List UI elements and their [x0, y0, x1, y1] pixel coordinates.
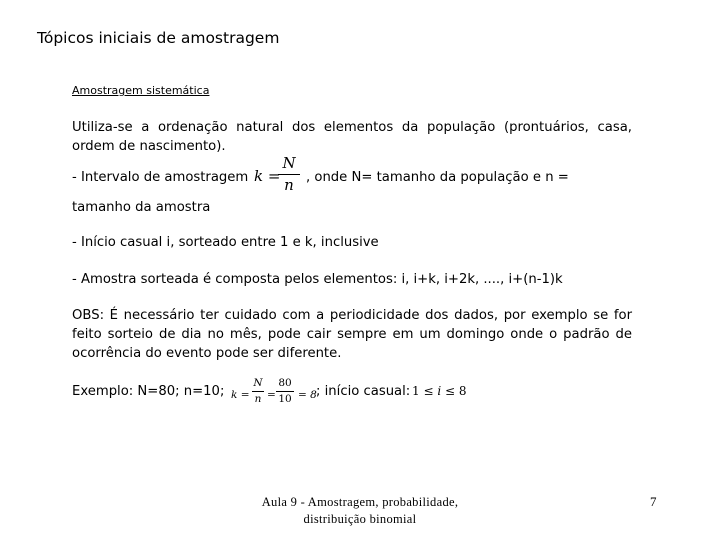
example-frac2-numerator: 80	[278, 377, 292, 389]
intro-paragraph: Utiliza-se a ordenação natural dos elementos da população (prontuários, casa, ordem de nascimento).	[72, 120, 632, 154]
range-low: 1 ≤	[412, 384, 434, 398]
example-frac2-denominator: 10	[278, 392, 292, 405]
interval-label: - Intervalo de amostragem	[72, 170, 249, 185]
fraction-denominator: n	[284, 176, 294, 194]
example-frac1-numerator: N	[253, 377, 263, 389]
sample-composition-text: - Amostra sorteada é composta pelos elementos: i, i+k, i+2k, ...., i+(n-1)k	[72, 272, 563, 287]
example-frac1-denominator: n	[254, 392, 262, 405]
slide-title: Tópicos iniciais de amostragem	[37, 29, 280, 47]
example-start-label: ; início casual:	[316, 384, 411, 399]
example-equals-1: =	[240, 389, 250, 401]
section-title: Amostragem sistemática	[72, 84, 210, 97]
footer-line-2: distribuição binomial	[303, 512, 417, 526]
fraction-bar	[278, 174, 300, 175]
example-frac1-bar	[252, 391, 264, 392]
example-frac2-bar	[276, 391, 294, 392]
interval-formula-fraction	[278, 156, 300, 193]
observation-paragraph: OBS: É necessário ter cuidado com a periodicidade dos dados, por exemplo se for feito sorteio de dia no mês, pode cair sempre em um domingo onde o padrão de ocorrência do evento pode ser diferente.	[72, 308, 632, 361]
example-k-symbol: k	[231, 389, 238, 401]
example-fraction-symbolic	[252, 378, 264, 404]
example-k	[231, 389, 250, 401]
example-range	[412, 384, 467, 398]
footer-line-1: Aula 9 - Amostragem, probabilidade,	[261, 495, 459, 509]
example-fraction-numeric	[276, 378, 294, 404]
interval-note-continued: tamanho da amostra	[72, 200, 211, 215]
fraction-numerator: N	[282, 154, 296, 172]
formula-k-symbol: k	[254, 167, 264, 185]
random-start-text: - Início casual i, sorteado entre 1 e k, inclusive	[72, 235, 379, 250]
interval-formula-variable	[254, 167, 280, 185]
interval-note: , onde N= tamanho da população e n =	[306, 170, 569, 185]
range-variable: i	[437, 384, 442, 398]
example-label: Exemplo: N=80; n=10;	[72, 384, 225, 399]
formula-equals: =	[267, 167, 281, 185]
range-high: ≤ 8	[445, 384, 467, 398]
example-equals-2: =	[267, 389, 276, 401]
example-result: = 8	[298, 389, 317, 401]
page-number: 7	[650, 494, 657, 509]
slide-footer	[240, 494, 480, 528]
